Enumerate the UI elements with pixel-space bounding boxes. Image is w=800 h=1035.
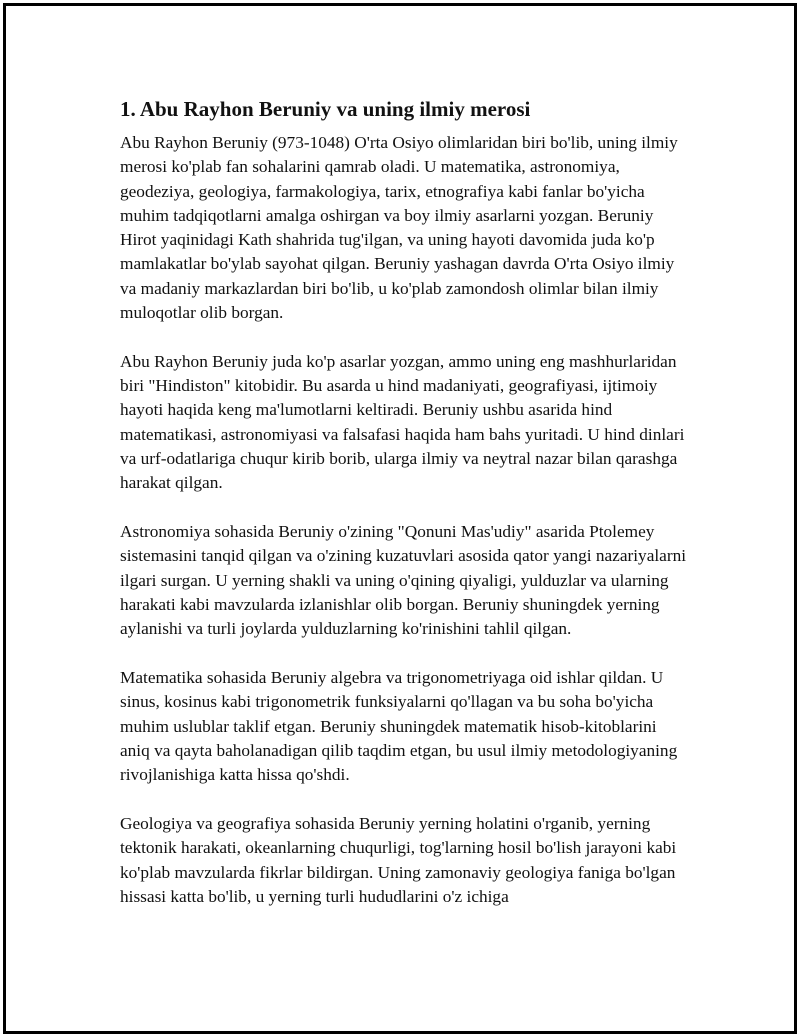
- paragraph-intro: Abu Rayhon Beruniy (973-1048) O'rta Osiyo olimlaridan biri bo'lib, uning ilmiy merosi ko'plab fan sohalarini qamrab oladi. U matematika, astronomiya, geodeziya, geologiya, farmakologiya, tarix, etnografiya kabi fanlar bo'yicha muhim tadqiqotlarni amalga oshirgan va boy ilmiy asarlarni yozgan. Beruniy Hirot yaqinidagi Kath shahrida tug'ilgan, va uning hayoti davomida juda ko'p mamlakatlar bo'ylab sayohat qilgan. Beruniy yashagan davrda O'rta Osiyo ilmiy va madaniy markazlardan biri bo'lib, u ko'plab zamondosh olimlar bilan ilmiy muloqotlar olib borgan.: [120, 133, 678, 323]
- document-body: [120, 95, 690, 934]
- paragraph-astronomy: Astronomiya sohasida Beruniy o'zining "Qonuni Mas'udiy" asarida Ptolemey sistemasini tanqid qilgan va o'zining kuzatuvlari asosida qator yangi nazariyalarni ilgari surgan. U yerning shakli va uning o'qining qiyaligi, yulduzlar va ularning harakati kabi mavzularda izlanishlar olib borgan. Beruniy shuningdek yerning aylanishi va turli joylarda yulduzlarning ko'rinishini tahlil qilgan.: [120, 522, 687, 639]
- page-frame: [3, 3, 797, 1034]
- section-heading: 1. Abu Rayhon Beruniy va uning ilmiy merosi: [120, 97, 531, 121]
- paragraph-geology: Geologiya va geografiya sohasida Beruniy yerning holatini o'rganib, yerning tektonik harakati, okeanlarning chuqurligi, tog'larning hosil bo'lish jarayoni kabi ko'plab mavzularda fikrlar bildirgan. Uning zamonaviy geologiya faniga bo'lgan hissasi katta bo'lib, u yerning turli hududlarini o'z ichiga: [120, 814, 677, 907]
- paragraph-mathematics: Matematika sohasida Beruniy algebra va trigonometriyaga oid ishlar qildan. U sinus, kosinus kabi trigonometrik funksiyalarni qo'llagan va bu soha bo'yicha muhim uslublar taklif etgan. Beruniy shuningdek matematik hisob-kitoblarini aniq va qayta baholanadigan qilib taqdim etgan, bu usul ilmiy metodologiyaning rivojlanishiga katta hissa qo'shdi.: [120, 668, 678, 785]
- paragraph-hindiston: Abu Rayhon Beruniy juda ko'p asarlar yozgan, ammo uning eng mashhurlaridan biri "Hindiston" kitobidir. Bu asarda u hind madaniyati, geografiyasi, ijtimoiy hayoti haqida keng ma'lumotlarni keltiradi. Beruniy ushbu asarida hind matematikasi, astronomiyasi va falsafasi haqida ham bahs yuritadi. U hind dinlari va urf-odatlariga chuqur kirib borib, ularga ilmiy va neytral nazar bilan qarashga harakat qilgan.: [120, 351, 685, 493]
